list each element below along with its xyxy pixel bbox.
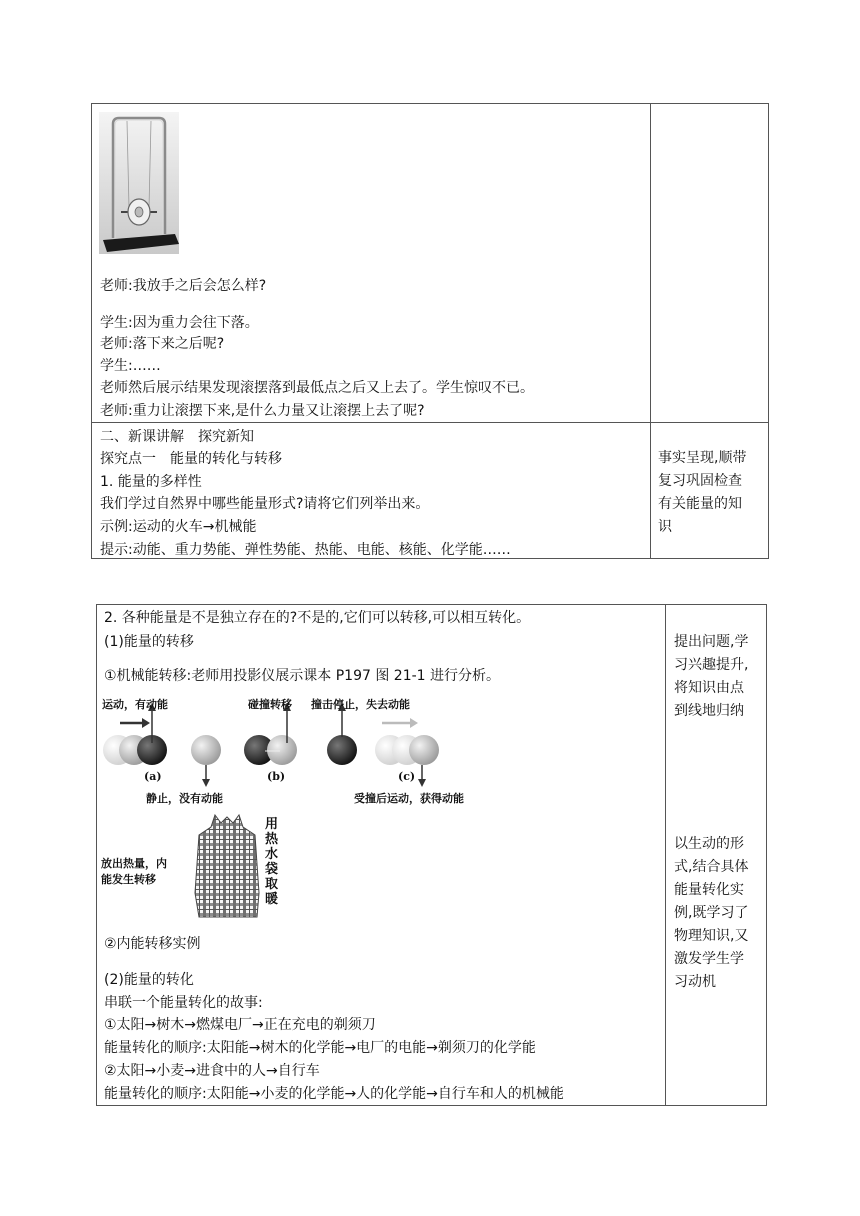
- note-line: 到线地归纳: [674, 703, 744, 719]
- column-divider: [665, 605, 666, 1105]
- note-line: 能量转化实: [674, 882, 744, 898]
- dialog-line: 学生:……: [100, 358, 161, 374]
- section-heading: 二、新课讲解 探究新知: [100, 429, 254, 445]
- figure-caption-a: (a): [144, 770, 162, 783]
- content-line: 我们学过自然界中哪些能量形式?请将它们列举出来。: [100, 496, 430, 512]
- figure-label: 静止，没有动能: [146, 792, 223, 805]
- hot-water-bag-caption: 用热水袋取暖: [265, 817, 279, 907]
- figure-caption-c: (c): [398, 770, 416, 783]
- note-line: 有关能量的知: [658, 496, 742, 512]
- content-line: 示例:运动的火车→机械能: [100, 519, 257, 535]
- content-line: 串联一个能量转化的故事:: [104, 995, 263, 1011]
- note-line: 习动机: [674, 974, 716, 990]
- note-line: 激发学生学: [674, 951, 744, 967]
- note-line: 以生动的形: [674, 836, 744, 852]
- dialog-line: 老师:重力让滚摆下来,是什么力量又让滚摆上去了呢?: [100, 403, 425, 419]
- dialog-line: 学生:因为重力会往下落。: [100, 315, 259, 331]
- note-line: 式,结合具体: [674, 859, 749, 875]
- dialog-line: 老师:落下来之后呢?: [100, 336, 225, 352]
- design-intent-note: [674, 833, 748, 994]
- column-divider: [650, 104, 651, 558]
- subsection-heading: 探究点一 能量的转化与转移: [100, 451, 282, 467]
- note-line: 将知识由点: [674, 680, 744, 696]
- note-line: 识: [658, 519, 672, 535]
- subtopic-heading: (1)能量的转移: [104, 634, 194, 650]
- content-line: 提示:动能、重力势能、弹性势能、热能、电能、核能、化学能……: [100, 542, 511, 558]
- figure-label: 撞击停止，失去动能: [311, 698, 410, 711]
- content-line: 能量转化的顺序:太阳能→小麦的化学能→人的化学能→自行车和人的机械能: [104, 1086, 564, 1102]
- dialog-line: 老师然后展示结果发现滚摆落到最低点之后又上去了。学生惊叹不已。: [100, 380, 534, 396]
- question-line: 2. 各种能量是不是独立存在的?不是的,它们可以转移,可以相互转化。: [104, 610, 531, 626]
- content-line: ①机械能转移:老师用投影仪展示课本 P197 图 21-1 进行分析。: [104, 668, 501, 684]
- lesson-table-1: [91, 103, 769, 559]
- note-line: 提出问题,学: [674, 634, 749, 650]
- figure-caption-b: (b): [267, 770, 286, 783]
- maxwell-pendulum-image: [99, 112, 179, 254]
- content-line: ②内能转移实例: [104, 936, 201, 952]
- lesson-table-2: [96, 604, 767, 1106]
- hot-water-bag-image: [193, 813, 263, 921]
- row-divider: [92, 422, 768, 423]
- figure-label: 受撞后运动，获得动能: [354, 792, 464, 805]
- note-line: 复习巩固检查: [658, 473, 742, 489]
- note-line: 习兴趣提升,: [674, 657, 749, 673]
- figure-label: 运动，有动能: [102, 698, 168, 711]
- note-line: 例,既学习了: [674, 905, 749, 921]
- note-line: 物理知识,又: [674, 928, 749, 944]
- design-intent-note: [658, 447, 746, 539]
- figure-label: 放出热量，内: [101, 857, 167, 870]
- note-line: 事实呈现,顺带: [658, 450, 747, 466]
- figure-label: 能发生转移: [101, 873, 156, 886]
- subtopic-heading: (2)能量的转化: [104, 972, 194, 988]
- topic-heading: 1. 能量的多样性: [100, 474, 202, 490]
- collision-figure: [102, 695, 482, 809]
- content-line: ②太阳→小麦→进食中的人→自行车: [104, 1063, 320, 1079]
- figure-label: 碰撞转移: [248, 698, 292, 711]
- dialog-line: 老师:我放手之后会怎么样?: [100, 278, 267, 294]
- content-line: 能量转化的顺序:太阳能→树木的化学能→电厂的电能→剃须刀的化学能: [104, 1040, 536, 1056]
- content-line: ①太阳→树木→燃煤电厂→正在充电的剃须刀: [104, 1017, 376, 1033]
- design-intent-note: [674, 631, 748, 723]
